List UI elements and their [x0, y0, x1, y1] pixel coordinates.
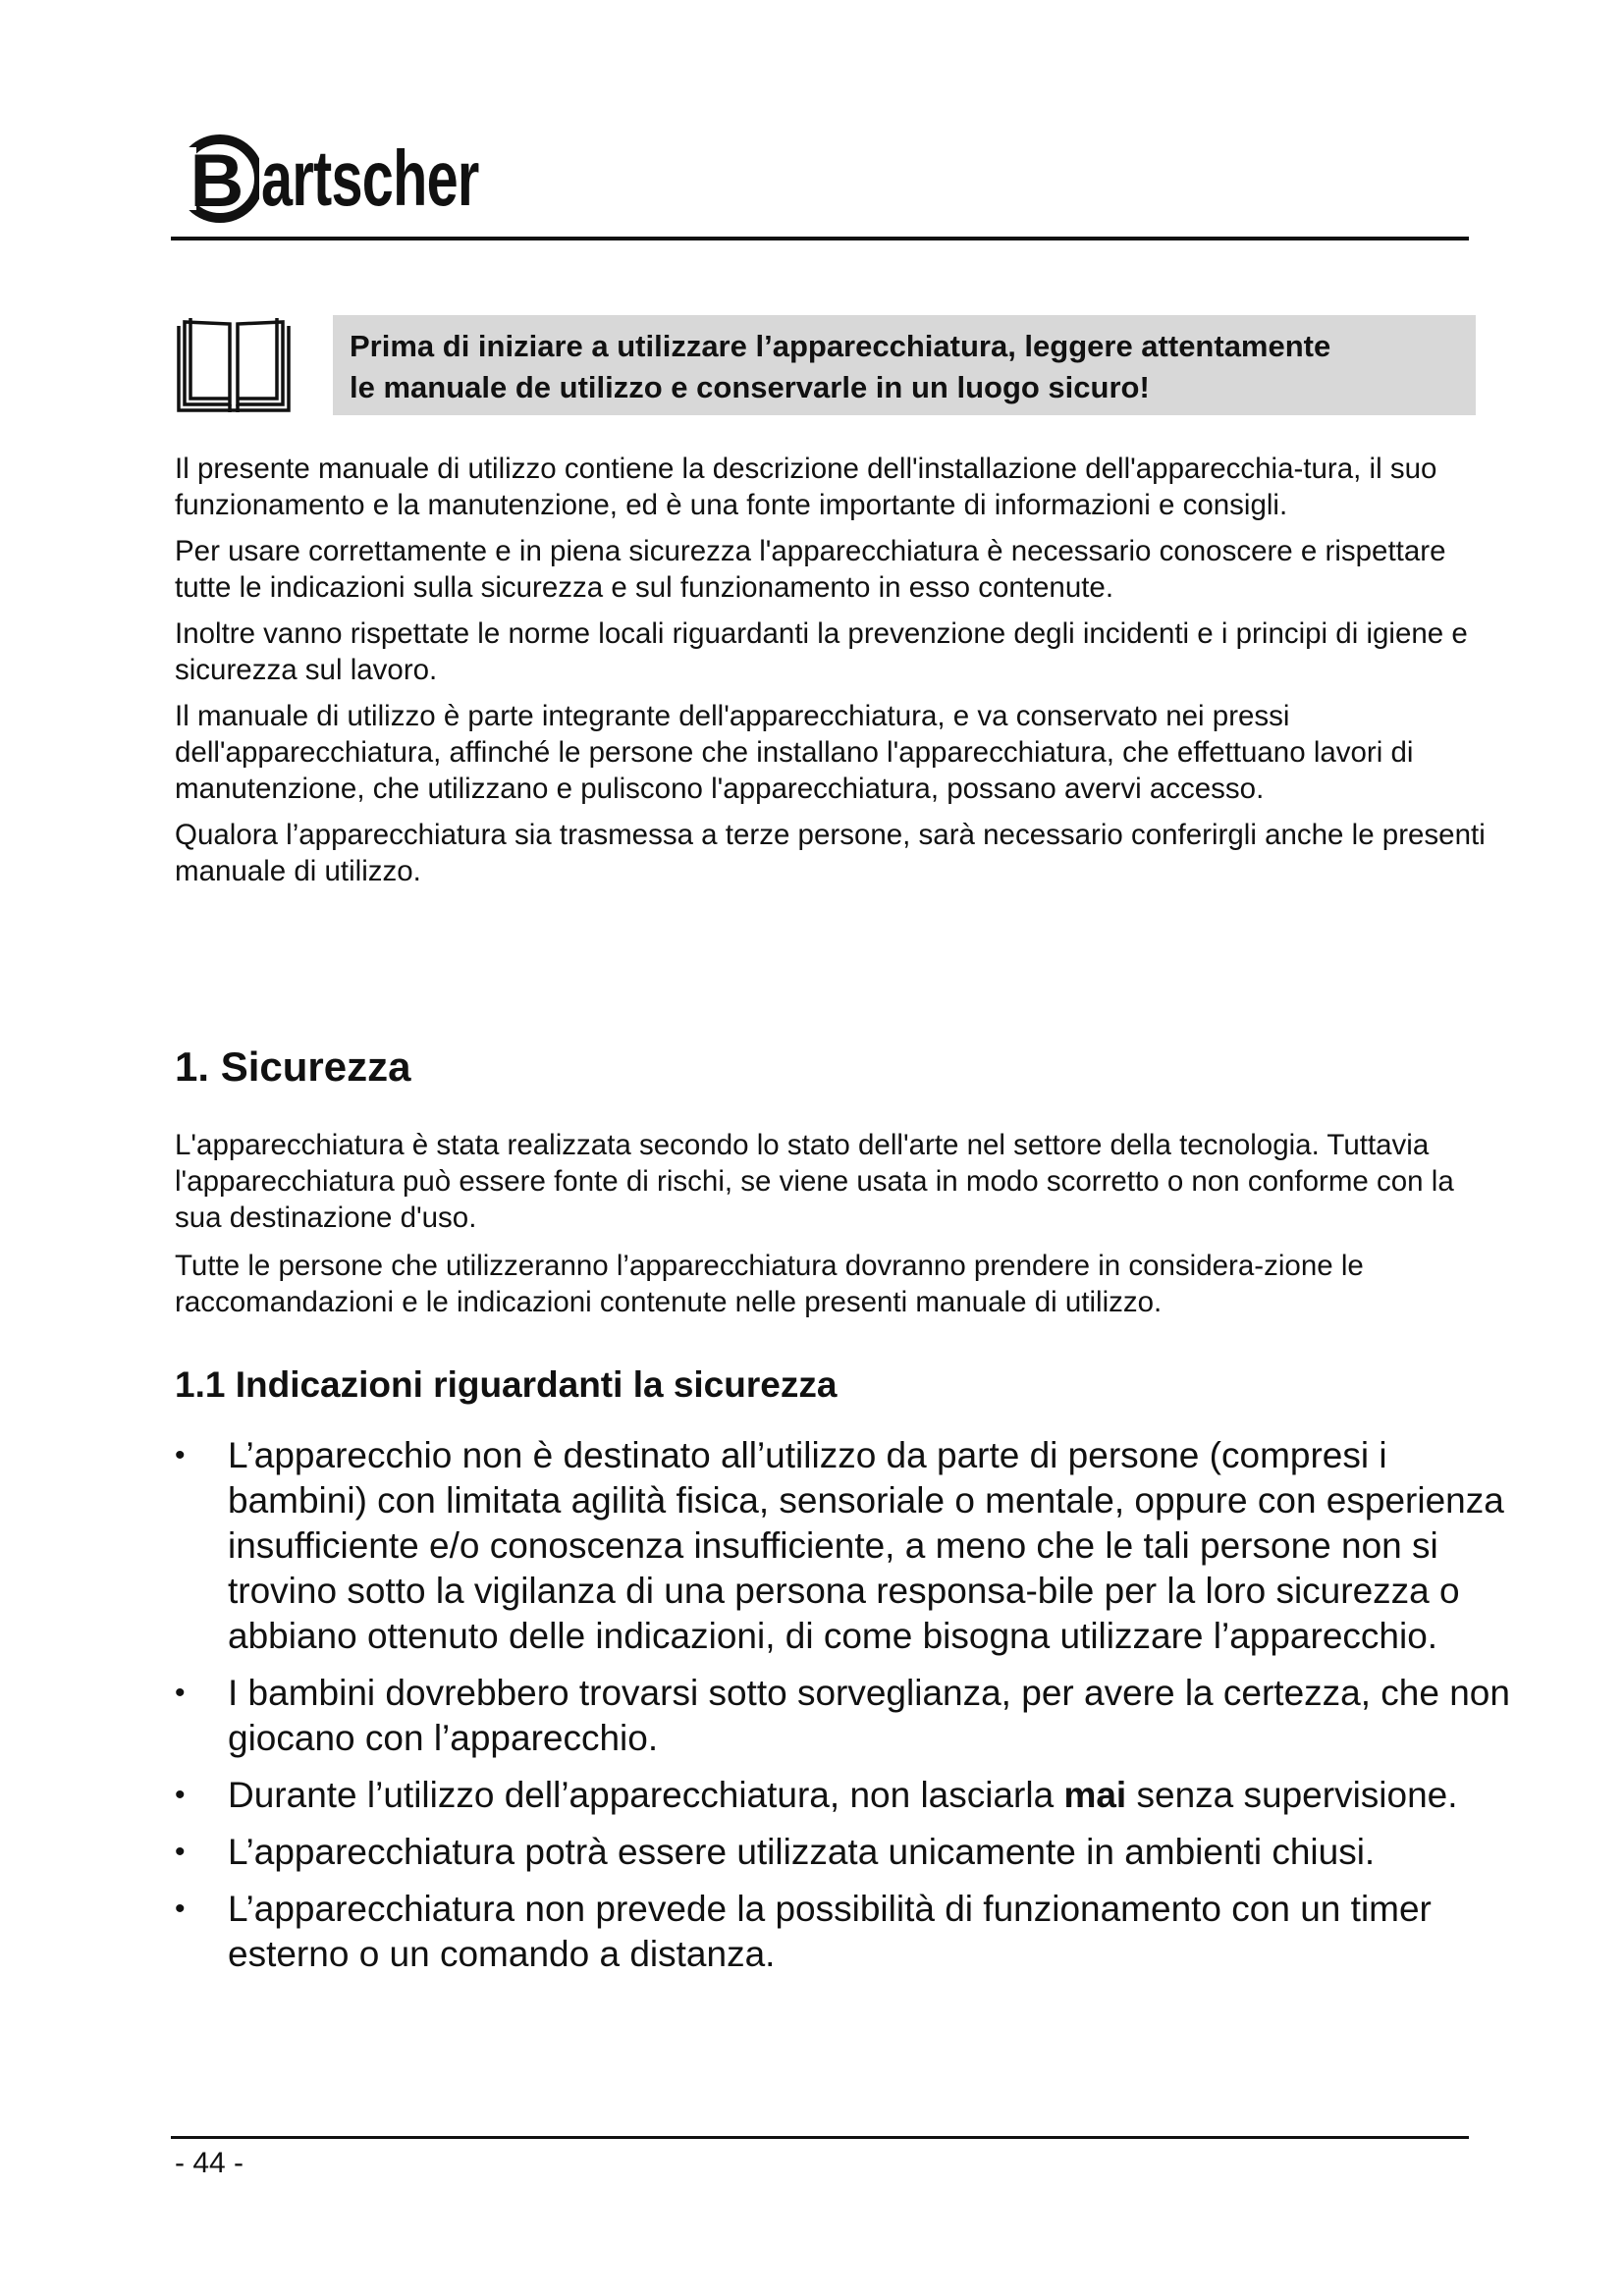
bartscher-logo-mark [175, 130, 259, 228]
list-item-text: L’apparecchiatura potrà essere utilizzata unicamente in ambienti chiusi. [228, 1832, 1376, 1872]
intro-text [175, 451, 1490, 899]
list-item-emphasis: mai [1063, 1775, 1127, 1815]
intro-paragraph: Il presente manuale di utilizzo contiene la descrizione dell'installazione dell'apparecchia-tura, il suo funzionamento e la manutenzione, ed è una fonte importante di informazioni e consigli. [175, 453, 1437, 521]
notice-line-1: Prima di iniziare a utilizzare l’apparecchiatura, leggere attentamente [350, 329, 1331, 363]
header-rule [171, 237, 1469, 240]
footer-rule [171, 2136, 1469, 2139]
notice-line-2: le manuale de utilizzo e conservarle in un luogo sicuro! [350, 370, 1150, 404]
list-item [175, 1433, 1510, 1659]
bullet-icon: • [175, 1779, 186, 1811]
bullet-icon: • [175, 1677, 186, 1709]
page-number: - 44 - [175, 2147, 244, 2179]
intro-paragraph: Qualora l’apparecchiatura sia trasmessa a terze persone, sarà necessario conferirgli anche le presenti manuale di utilizzo. [175, 819, 1486, 887]
open-book-icon [175, 316, 293, 414]
section-paragraph: Tutte le persone che utilizzeranno l’apparecchiatura dovranno prendere in considera-zione le raccomandazioni e le indicazioni contenute nelle presenti manuale di utilizzo. [175, 1250, 1364, 1318]
list-item [175, 1887, 1510, 1977]
section-safety-text [175, 1127, 1490, 1332]
list-item [175, 1671, 1510, 1761]
brand-name: artscher [261, 134, 479, 222]
list-item-text: L’apparecchiatura non prevede la possibilità di funzionamento con un timer esterno o un comando a distanza. [228, 1889, 1432, 1974]
bullet-icon: • [175, 1439, 186, 1471]
list-item-text: I bambini dovrebbero trovarsi sotto sorveglianza, per avere la certezza, che non giocano con l’apparecchio. [228, 1673, 1510, 1758]
read-manual-notice [333, 315, 1476, 415]
bullet-icon: • [175, 1893, 186, 1925]
section-paragraph: L'apparecchiatura è stata realizzata secondo lo stato dell'arte nel settore della tecnologia. Tuttavia l'apparecchiatura può essere fonte di rischi, se viene usata in modo scorretto o non conforme con la sua destinazione d'uso. [175, 1129, 1454, 1234]
intro-paragraph: Inoltre vanno rispettate le norme locali riguardanti la prevenzione degli incidenti e i principi di igiene e sicurezza sul lavoro. [175, 617, 1468, 686]
logo-initial: B [189, 139, 244, 223]
list-item-text: L’apparecchio non è destinato all’utilizzo da parte di persone (compresi i bambini) con limitata agilità fisica, sensoriale o mentale, oppure con esperienza insufficiente e/o conoscenza insufficiente, a meno che le tali persone non si trovino sotto la vigilanza di una persona responsa-bile per la loro sicurezza o abbiano ottenuto delle indicazioni, di come bisogna utilizzare l’apparecchio. [228, 1435, 1504, 1656]
list-item-text-after: senza supervisione. [1126, 1775, 1458, 1815]
list-item [175, 1773, 1510, 1818]
list-item-text-before: Durante l’utilizzo dell’apparecchiatura, non lasciarla [228, 1775, 1064, 1815]
section-heading-safety: 1. Sicurezza [175, 1043, 411, 1090]
intro-paragraph: Per usare correttamente e in piena sicurezza l'apparecchiatura è necessario conoscere e rispettare tutte le indicazioni sulla sicurezza e sul funzionamento in esso contenute. [175, 535, 1446, 604]
brand-logo [175, 130, 564, 228]
intro-paragraph: Il manuale di utilizzo è parte integrante dell'apparecchiatura, e va conservato nei pressi dell'apparecchiatura, affinché le persone che installano l'apparecchiatura, che effettuano lavori di manutenzione, che utilizzano e puliscono l'apparecchiatura, possano avervi accesso. [175, 700, 1414, 805]
safety-bullet-list [175, 1433, 1510, 1989]
list-item [175, 1830, 1510, 1875]
subsection-heading-safety-indications: 1.1 Indicazioni riguardanti la sicurezza [175, 1364, 838, 1405]
bullet-icon: • [175, 1836, 186, 1868]
